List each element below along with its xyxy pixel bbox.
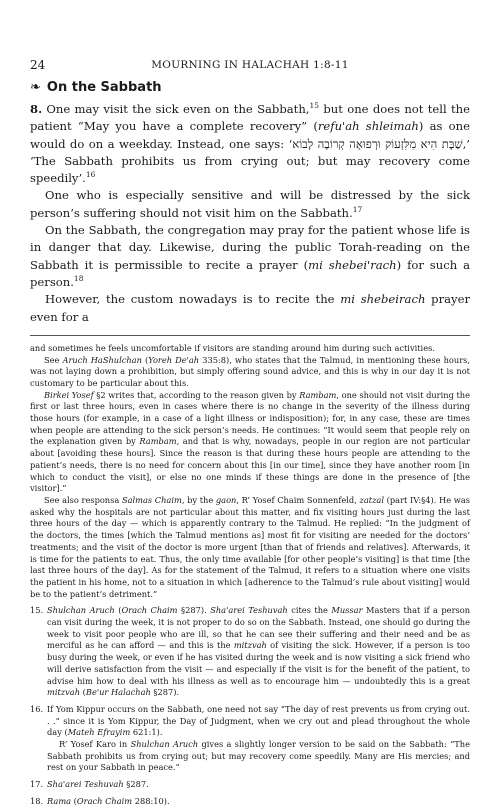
italic-term: Sha'arei Teshuvah <box>47 779 124 790</box>
text-run: §287). <box>177 605 211 616</box>
text-run: §287. <box>123 779 149 790</box>
text-run: Masters that if a person can visit during the week, it is not proper to do so on the Sabbath. Instead, one should go during the week to visit poor people who are ill, so that he can see their suffering and their need and be as merciful as he can afford — and this is the <box>47 605 471 651</box>
paragraph-custom <box>30 291 470 326</box>
italic-term: Birkei Yosef <box>44 389 94 400</box>
text-run: See <box>44 354 63 365</box>
text-run: , one should not visit during the first or last three hours, even in cases where there is no change in the severity of the illness during those hours (for example, in a case of a light illness or indisposition); for, in any case, these are times when people are attending to the sick person’s needs. He continues: “It would seem that people rely on the explanation given by <box>30 389 470 447</box>
running-header <box>30 58 470 72</box>
footnote-17 <box>30 779 470 791</box>
italic-term: mi shebeirach <box>340 292 426 307</box>
text-run: gives a slightly longer version to be said on the Sabbath: “The Sabbath prohibits us from crying out; but may recovery come speedily. Many are His mercies; and rest on your Sabbath in peace.” <box>47 739 470 773</box>
paragraph-sensitive <box>30 187 470 222</box>
text-run: prayer even for a <box>30 292 470 324</box>
italic-term: Sha'arei Teshuvah <box>210 605 288 616</box>
footnote-ref-15[interactable]: 15 <box>309 101 320 111</box>
footnote-ref-17[interactable]: 17 <box>352 204 363 214</box>
italic-term: refu'ah shleimah <box>317 119 419 134</box>
italic-term: gaon <box>215 495 237 505</box>
text-run: If Yom Kippur occurs on the Sabbath, one need not say “The day of rest prevents us from crying out. . .” since it is Yom Kippur, the Day of Judgment, when we cry out and plead throughout the whole day ( <box>47 703 470 738</box>
text-run: , and that is why, nowadays, people in our region are not particular about [avoiding these hours]. Since the reason is that during these hours people are attending to the patient’s needs, there is no need for concern about this [in our time], since they have another room [in which to conduct the visit], or else no one minds if these things are done in the presence of [the visitor].” <box>30 436 470 494</box>
text-run: 621:1). <box>130 727 163 738</box>
text-run: 335:8), who states that the Talmud, in mentioning these hours, was not laying down a prohibition, but simply offering sound advice, and this is why in our day it is not customary to be particular about this. <box>30 354 470 388</box>
italic-term: Aruch HaShulchan <box>62 354 142 365</box>
italic-term: zatzal <box>359 495 384 505</box>
text-run: ) as one would do on a weekday. Instead, one says: ‘ <box>30 119 470 151</box>
text-run: See also responsa <box>44 495 122 505</box>
italic-term: Mateh Efrayim <box>67 727 131 738</box>
italic-term: Be'ur Halachah <box>85 687 151 698</box>
text-run: ( <box>141 354 149 365</box>
text-run: ( <box>71 795 77 806</box>
text-run: One may visit the sick even on the Sabbath, <box>42 102 310 116</box>
italic-term: Shulchan Aruch <box>47 605 115 616</box>
text-run: §287). <box>150 687 180 698</box>
footnote-ref-18[interactable]: 18 <box>73 274 84 284</box>
text-run: , R’ Yosef Chaim Sonnenfeld, <box>236 495 360 505</box>
section-title: On the Sabbath <box>46 80 162 95</box>
note-birkei-yosef <box>30 390 470 495</box>
text-run: (part IV:§4). He was asked why the hospitals are not particular about this matter, and fix visiting hours just during the last three hours of the day — which is apparently contrary to the Talmud. He replied: “In the judgment of the doctors, the times [which the Talmud mentions as] most fit for visiting are needed for the doctors’ treatments; and the visit of the doctor is more urgent [than that of friends and relatives]. Afterwards, it is time for the patients to eat. Thus, the only time available [for other people’s visiting] is that time [the last three hours of the day]. As for the statement of the Talmud, it refers to a situation where one visits the patient in his home, not to a situation in which [adherence to the Talmud’s rule about visiting] would be to the patient’s detriment.” <box>30 495 470 599</box>
italic-term: Mussar <box>331 605 363 616</box>
section-heading <box>30 80 470 95</box>
footnote-ref-16[interactable]: 16 <box>85 170 96 180</box>
main-text <box>30 101 470 326</box>
note-aruch-hashulchan <box>30 355 470 390</box>
italic-term: mitzvah <box>233 640 267 651</box>
text-run: One who is especially sensitive and will be distressed by the sick person’s suffering should not visit him on the Sabbath. <box>30 188 470 220</box>
footnote-number: 17. <box>30 779 44 790</box>
footnote-16-continuation <box>30 739 470 774</box>
text-run: cites the <box>287 605 332 616</box>
italic-term: Salmas Chaim <box>121 495 182 505</box>
paragraph-8 <box>30 101 470 187</box>
text-run: but one does not tell the patient “May you have a complete recovery” ( <box>30 102 470 134</box>
text-run: ) for such a person. <box>30 257 470 289</box>
footnote-15 <box>30 605 470 699</box>
paragraph-congregation <box>30 222 470 291</box>
italic-term: Yoreh De'ah <box>148 354 200 365</box>
italic-term: mi shebei'rach <box>308 257 397 272</box>
italic-term: Rambam <box>299 389 337 400</box>
footnote-number: 16. <box>30 703 44 714</box>
footnotes <box>30 343 470 808</box>
footnote-divider <box>30 335 470 336</box>
italic-term: Orach Chaim <box>121 605 178 616</box>
text-run: However, the custom nowadays is to recite the <box>45 292 341 307</box>
running-title: MOURNING IN HALACHAH 1:8-11 <box>151 59 349 71</box>
text-run: of visiting the sick. However, if a person is too busy during the week, or even if he has visited during the week and is now visiting a sick friend who will derive satisfaction from the visit — and especially if the visit is for the benefit of the patient, to advise him how to deal with his illness as well as to encourage him — undoubtedly this is a great <box>47 640 470 686</box>
text-run: ,’ ‘The Sabbath prohibits us from crying out; but may recovery come speedily’. <box>30 136 470 186</box>
fleuron-icon: ❧ <box>30 80 41 95</box>
hebrew-phrase: שַׁבָּת הִיא מִלִּזְעוֹק וּרְפוּאָה קְרוֹבָה לָבוֹא <box>292 136 463 151</box>
paragraph-number: 8. <box>30 102 43 116</box>
note-continuation <box>30 343 470 355</box>
italic-term: Shulchan Aruch <box>130 739 199 750</box>
text-run: , by the <box>181 495 216 505</box>
text-run: and sometimes he feels uncomfortable if visitors are standing around him during such activities. <box>30 342 435 353</box>
footnote-number: 18. <box>30 795 44 806</box>
footnote-number: 15. <box>30 605 44 616</box>
note-salmas-chaim <box>30 495 470 600</box>
text-run: On the Sabbath, the congregation may pray for the patient whose life is in danger that day. Likewise, during the public Torah-reading on the Sabbath it is permissible to recite a prayer ( <box>30 223 470 272</box>
page-number: 24 <box>30 58 46 72</box>
text-run: §2 writes that, according to the reason given by <box>93 389 300 400</box>
italic-term: Rama <box>47 795 72 806</box>
text-run: 288:10). <box>132 795 170 806</box>
text-run: R’ Yosef Karo in <box>59 739 131 750</box>
italic-term: mitzvah <box>47 687 81 698</box>
text-run: ( <box>80 687 86 698</box>
footnote-18 <box>30 796 470 808</box>
text-run: ( <box>114 605 122 616</box>
italic-term: Rambam <box>139 436 177 447</box>
italic-term: Orach Chaim <box>76 795 133 806</box>
footnote-16 <box>30 704 470 739</box>
